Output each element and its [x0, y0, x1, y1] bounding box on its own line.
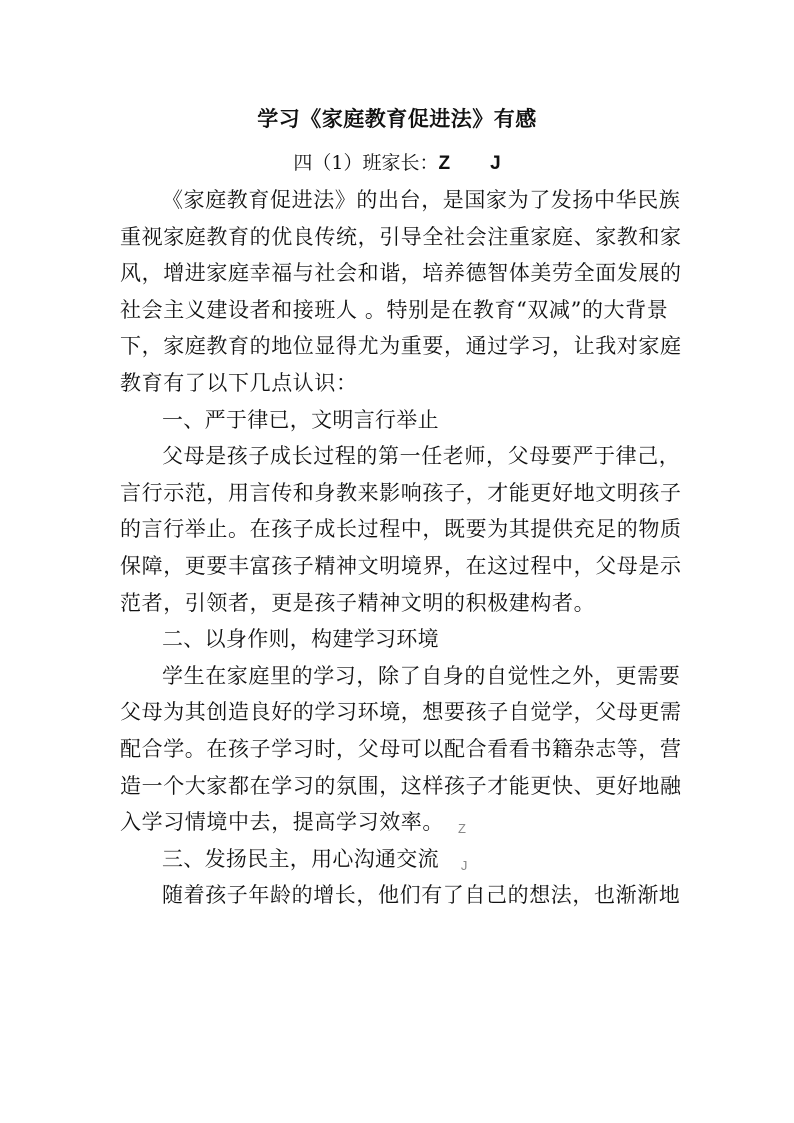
author-byline: [0, 148, 794, 175]
paragraph-line: 教育有了以下几点认识：: [120, 370, 358, 395]
section-heading-1: 一、严于律已，文明言行举止: [162, 407, 439, 432]
paragraph-line: 范者，引领者，更是孩子精神文明的积极建构者。: [120, 590, 596, 615]
paragraph-line: 下，家庭教育的地位显得尤为重要，通过学习，让我对家庭: [120, 334, 682, 359]
paragraph-line: 重视家庭教育的优良传统，引导全社会注重家庭、家教和家: [120, 224, 682, 249]
paragraph-line: 社会主义建设者和接班人 。特别是在教育“双减”的大背景: [120, 297, 669, 322]
paragraph-line: 学生在家庭里的学习，除了自身的自觉性之外，更需要: [162, 663, 681, 688]
paragraph-line: 保障，更要丰富孩子精神文明境界，在这过程中，父母是示: [120, 553, 682, 578]
paragraph-line: 《家庭教育促进法》的出台，是国家为了发扬中华民族: [162, 188, 681, 212]
byline-prefix: 四（1）班家长：: [293, 152, 439, 174]
paragraph-line: [120, 804, 680, 841]
paragraph-line: 父母为其创造良好的学习环境，想要孩子自觉学，父母更需: [120, 700, 682, 725]
paragraph-line: 言行示范，用言传和身教来影响孩子，才能更好地文明孩子: [120, 480, 682, 505]
paragraph-line: 随着孩子年龄的增长，他们有了自己的想法，也渐渐地: [162, 883, 681, 908]
body-text: [120, 182, 680, 914]
paragraph-text: 入学习情境中去，提高学习效率。: [120, 810, 444, 835]
section-heading-2: 二、以身作则，构建学习环境: [162, 627, 439, 652]
document-title: 学习《家庭教育促进法》有感: [257, 106, 537, 131]
section-heading-3: [120, 841, 680, 878]
paragraph-line: 配合学。在孩子学习时，父母可以配合看看书籍杂志等，营: [120, 736, 682, 761]
watermark-z: Z: [458, 821, 467, 837]
author-initial-j: J: [490, 153, 501, 174]
watermark-j: J: [460, 857, 468, 873]
heading-text: 三、发扬民主，用心沟通交流: [162, 846, 439, 871]
paragraph-line: 的言行举止。在孩子成长过程中，既要为其提供充足的物质: [120, 517, 682, 542]
paragraph-line: 造一个大家都在学习的氛围，这样孩子才能更快、更好地融: [120, 773, 682, 798]
paragraph-line: 风，增进家庭幸福与社会和谐，培养德智体美劳全面发展的: [120, 261, 682, 286]
author-initial-z: Z: [438, 153, 451, 174]
paragraph-line: 父母是孩子成长过程的第一任老师，父母要严于律己，: [162, 444, 681, 469]
